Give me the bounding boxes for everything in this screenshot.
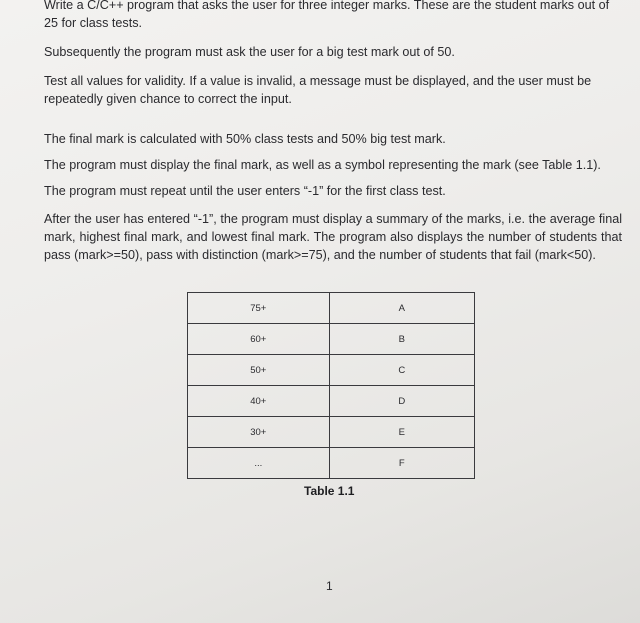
paragraph-final-mark: The final mark is calculated with 50% class tests and 50% big test mark. xyxy=(44,132,446,146)
table-caption: Table 1.1 xyxy=(304,484,355,498)
table-row xyxy=(188,448,475,479)
page-number: 1 xyxy=(326,579,333,593)
table-row xyxy=(188,293,475,324)
paragraph-task-intro: Write a C/C++ program that asks the user for three integer marks. These are the student marks out of 25 for class tests. xyxy=(44,0,610,30)
table-cell-symbol: E xyxy=(329,417,474,448)
table-cell-mark: 30+ xyxy=(188,417,330,448)
table-cell-symbol: D xyxy=(329,386,474,417)
paragraph-summary: After the user has entered “-1”, the program must display a summary of the marks, i.e. the average final mark, highest final mark, and lowest final mark. The program also displays the number of students that pass (mark>=50), pass with distinction (mark>=75), and the number of students that fail (mark<50). xyxy=(44,212,622,262)
table-cell-symbol: B xyxy=(329,324,474,355)
table-cell-symbol: A xyxy=(329,293,474,324)
table-row xyxy=(188,417,475,448)
table-cell-mark: 50+ xyxy=(188,355,330,386)
paragraph-big-test: Subsequently the program must ask the user for a big test mark out of 50. xyxy=(44,45,455,59)
table-cell-symbol: C xyxy=(329,355,474,386)
table-cell-mark: ... xyxy=(188,448,330,479)
table-row xyxy=(188,355,475,386)
table-cell-mark: 75+ xyxy=(188,293,330,324)
paragraph-validation: Test all values for validity. If a value is invalid, a message must be displayed, and the user must be repeatedly given chance to correct the input. xyxy=(44,74,592,106)
table-cell-mark: 40+ xyxy=(188,386,330,417)
paragraph-display-symbol: The program must display the final mark, as well as a symbol representing the mark (see Table 1.1). xyxy=(44,158,601,172)
table-cell-symbol: F xyxy=(329,448,474,479)
paragraph-repeat: The program must repeat until the user enters “-1” for the first class test. xyxy=(44,184,446,198)
grade-table xyxy=(187,292,475,479)
table-row xyxy=(188,386,475,417)
table-row xyxy=(188,324,475,355)
table-cell-mark: 60+ xyxy=(188,324,330,355)
